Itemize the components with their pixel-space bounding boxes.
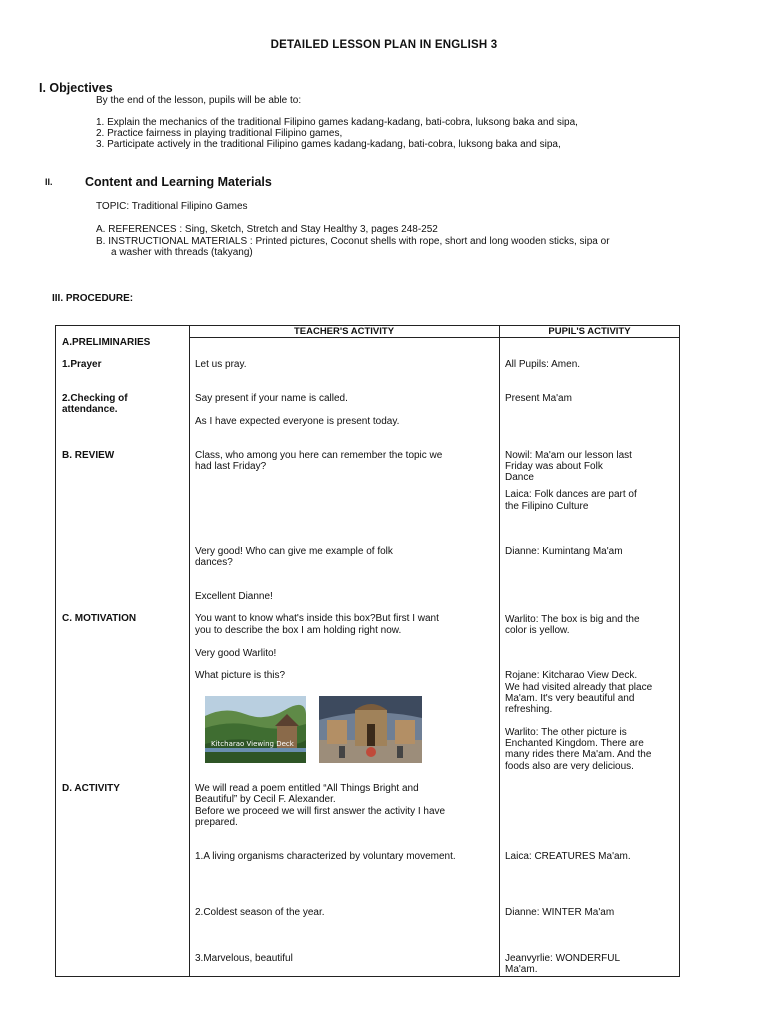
objectives-intro: By the end of the lesson, pupils will be able to: <box>96 95 302 106</box>
review-pupil-text: the Filipino Culture <box>505 501 589 512</box>
content-section-number: II. <box>45 177 53 187</box>
preliminaries-label: A.PRELIMINARIES <box>62 337 151 348</box>
review-teacher-text: had last Friday? <box>195 461 267 472</box>
attendance-teacher-text: As I have expected everyone is present today. <box>195 416 400 427</box>
review-pupil-text: Dance <box>505 472 534 483</box>
motivation-label: C. MOTIVATION <box>62 613 137 624</box>
objective-item: 1. Explain the mechanics of the traditional Filipino games kadang-kadang, bati-cobra, luksong baka and sipa, <box>96 117 578 128</box>
materials-line-cont: a washer with threads (takyang) <box>111 247 253 258</box>
motivation-pupil-text: Enchanted Kingdom. There are <box>505 738 644 749</box>
references-line: A. REFERENCES : Sing, Sketch, Stretch and Stay Healthy 3, pages 248-252 <box>96 224 438 235</box>
document-title: DETAILED LESSON PLAN IN ENGLISH 3 <box>270 39 498 51</box>
materials-line: B. INSTRUCTIONAL MATERIALS : Printed pictures, Coconut shells with rope, short and long wooden sticks, sipa or <box>96 236 610 247</box>
attendance-label: 2.Checking of <box>62 393 128 404</box>
attendance-teacher-text: Say present if your name is called. <box>195 393 348 404</box>
content-heading: Content and Learning Materials <box>85 175 272 189</box>
procedure-table <box>55 325 680 977</box>
attendance-label-cont: attendance. <box>62 404 118 415</box>
activity-teacher-text: We will read a poem entitled “All Things Bright and <box>195 783 419 794</box>
motivation-pupil-text: many rides there Ma'am. And the <box>505 749 652 760</box>
motivation-teacher-text: You want to know what's inside this box?But first I want <box>195 613 439 624</box>
motivation-pupil-text: We had visited already that place <box>505 682 653 693</box>
motivation-teacher-text: What picture is this? <box>195 670 286 681</box>
activity-teacher-text: 2.Coldest season of the year. <box>195 907 325 918</box>
topic-line: TOPIC: Traditional Filipino Games <box>96 201 248 212</box>
review-pupil-text: Laica: Folk dances are part of <box>505 489 637 500</box>
activity-pupil-text: Laica: CREATURES Ma'am. <box>505 851 631 862</box>
prayer-label: 1.Prayer <box>62 359 102 370</box>
objective-item: 3. Participate actively in the traditional Filipino games kadang-kadang, bati-cobra, luksong baka and sipa, <box>96 139 561 150</box>
objective-item: 2. Practice fairness in playing traditional Filipino games, <box>96 128 343 139</box>
table-divider <box>499 326 500 976</box>
review-teacher-text: Excellent Dianne! <box>195 591 273 602</box>
image-caption: Kitcharao Viewing Deck <box>211 740 294 748</box>
motivation-pupil-text: color is yellow. <box>505 625 570 636</box>
motivation-pupil-text: Rojane: Kitcharao View Deck. <box>505 670 638 681</box>
activity-teacher-text: 3.Marvelous, beautiful <box>195 953 293 964</box>
objectives-heading: I. Objectives <box>39 81 113 95</box>
activity-pupil-text: Dianne: WINTER Ma'am <box>505 907 615 918</box>
teacher-column-header: TEACHER'S ACTIVITY <box>293 326 395 337</box>
review-teacher-text: Very good! Who can give me example of folk <box>195 546 393 557</box>
table-divider <box>189 326 190 976</box>
activity-pupil-text: Ma'am. <box>505 964 538 975</box>
motivation-pupil-text: refreshing. <box>505 704 553 715</box>
procedure-heading: III. PROCEDURE: <box>52 293 134 304</box>
kitcharao-viewing-deck-image <box>205 696 306 763</box>
table-header-rule <box>189 337 679 338</box>
review-teacher-text: dances? <box>195 557 233 568</box>
motivation-pupil-text: Ma'am. It's very beautiful and <box>505 693 635 704</box>
motivation-teacher-text: Very good Warlito! <box>195 648 277 659</box>
review-pupil-text: Dianne: Kumintang Ma'am <box>505 546 623 557</box>
activity-teacher-text: Before we proceed we will first answer the activity I have <box>195 806 446 817</box>
prayer-pupil-text: All Pupils: Amen. <box>505 359 581 370</box>
review-teacher-text: Class, who among you here can remember the topic we <box>195 450 443 461</box>
motivation-pupil-text: foods also are very delicious. <box>505 761 634 772</box>
activity-teacher-text: 1.A living organisms characterized by voluntary movement. <box>195 851 456 862</box>
activity-teacher-text: Beautiful” by Cecil F. Alexander. <box>195 794 336 805</box>
pupil-column-header: PUPIL'S ACTIVITY <box>548 326 631 337</box>
motivation-teacher-text: you to describe the box I am holding right now. <box>195 625 402 636</box>
attendance-pupil-text: Present Ma'am <box>505 393 572 404</box>
review-label: B. REVIEW <box>62 450 115 461</box>
prayer-teacher-text: Let us pray. <box>195 359 247 370</box>
motivation-pupil-text: Warlito: The box is big and the <box>505 614 640 625</box>
activity-pupil-text: Jeanvyrlie: WONDERFUL <box>505 953 621 964</box>
enchanted-kingdom-image <box>319 696 422 763</box>
activity-teacher-text: prepared. <box>195 817 238 828</box>
review-pupil-text: Friday was about Folk <box>505 461 603 472</box>
review-pupil-text: Nowil: Ma'am our lesson last <box>505 450 632 461</box>
activity-label: D. ACTIVITY <box>62 783 120 794</box>
motivation-pupil-text: Warlito: The other picture is <box>505 727 627 738</box>
